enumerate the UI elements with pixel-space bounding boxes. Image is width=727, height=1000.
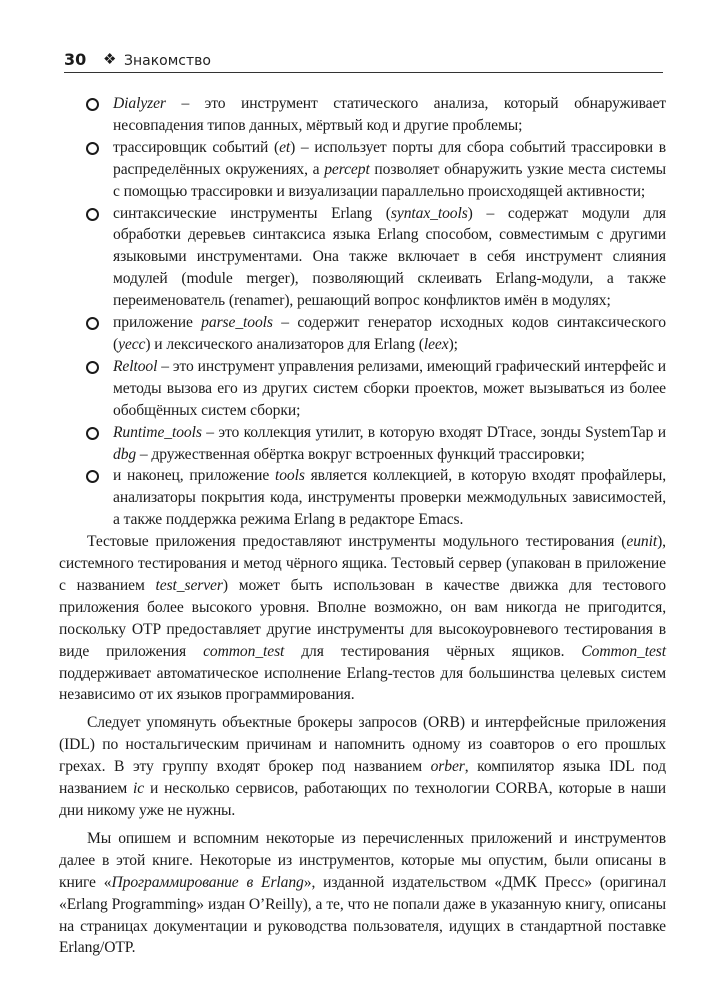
list-item: [86, 422, 666, 466]
list-item: [86, 312, 666, 356]
list-item: [86, 137, 666, 203]
bullet-circle-icon: [86, 208, 99, 221]
bullet-list: [86, 93, 666, 531]
bullet-circle-icon: [86, 142, 99, 155]
bullet-circle-icon: [86, 361, 99, 374]
list-item-text: приложение parse_tools – содержит генератор исходных кодов синтаксического (yecc) и лексического анализаторов для Erlang (leex);: [113, 314, 666, 353]
list-item: [86, 465, 666, 531]
bullet-circle-icon: [86, 98, 99, 111]
list-item: [86, 203, 666, 313]
bullet-circle-icon: [86, 317, 99, 330]
body-paragraph: Следует упомянуть объектные брокеры запросов (ORB) и интерфейсные приложения (IDL) по ностальгическим причинам и напомнить одному из соавторов о его прошлых грехах. В эту группу входят брокер под названием orber, компилятор языка IDL под названием ic и несколько сервисов, работающих по технологии CORBA, которые в наши дни никому уже не нужны.: [59, 714, 666, 819]
list-item-text: Reltool – это инструмент управления релизами, имеющий графический интерфейс и методы вызова его из других систем сборки проектов, может вызываться из более обобщённых систем сборки;: [113, 357, 666, 419]
list-item-text: Runtime_tools – это коллекция утилит, в которую входят DTrace, зонды SystemTap и dbg – дружественная обёртка вокруг встроенных функций трассировки;: [113, 423, 666, 463]
chapter-title: Знакомство: [124, 53, 211, 69]
body-paragraph: Тестовые приложения предоставляют инструменты модульного тестирования (eunit), системного тестирования и метод чёрного ящика. Тестовый сервер (упакован в приложение с названием test_server) может быть использован в качестве движка для тестового приложения более высокого уровня. Вполне возможно, он вам никогда не пригодится, поскольку OTP предоставляет другие инструменты для высокоуровневого тестирования в виде приложения common_test для тестирования чёрных ящиков. Common_test поддерживает автоматическое исполнение Erlang-тестов для большинства целевых систем независимо от их языков программирования.: [59, 533, 666, 704]
list-item: [86, 356, 666, 422]
body-paragraph: Мы опишем и вспомним некоторые из перечисленных приложений и инструментов далее в этой книге. Некоторые из инструментов, которые мы опустим, были описаны в книге «Программирование в Erlang», изданной издательством «ДМК Пресс» (оригинал «Erlang Programming» издан O’Reilly), а те, что не попали даже в указанную книгу, описаны на страницах документации и руководства пользователя, идущих в стандартной поставке Erlang/OTP.: [59, 829, 667, 957]
bullet-circle-icon: [86, 427, 99, 440]
list-item: [86, 93, 666, 137]
page-number: 30: [64, 50, 87, 69]
page-body: [59, 93, 667, 959]
list-item-text: и наконец, приложение tools является коллекцией, в которую входят профайлеры, анализаторы покрытия кода, инструменты проверки межмодульных зависимостей, а также поддержка режима Erlang в редакторе Emacs.: [113, 467, 666, 529]
list-item-text: трассировщик событий (et) – использует порты для сбора событий трассировки в распределённых окружениях, а percept позволяет обнаружить узкие места системы с помощью трассировки и визуализации параллельно происходящей активности;: [113, 138, 666, 200]
list-item-text: Dialyzer – это инструмент статического анализа, который обнаруживает несовпадения типов данных, мёртвый код и другие проблемы;: [113, 95, 666, 134]
list-item-text: синтаксические инструменты Erlang (syntax_tools) – содержат модули для обработки деревьев синтаксиса языка Erlang способом, совместимым с другими языковыми инструментами. Она также включает в себя инструмент слияния модулей (module merger), позволяющий склеивать Erlang-модули, а также переименователь (renamer), решающий вопрос конфликтов имён в модулях;: [113, 204, 666, 310]
bullet-circle-icon: [86, 470, 99, 483]
diamond-separator-icon: ❖: [103, 52, 117, 68]
running-header: [64, 50, 663, 73]
